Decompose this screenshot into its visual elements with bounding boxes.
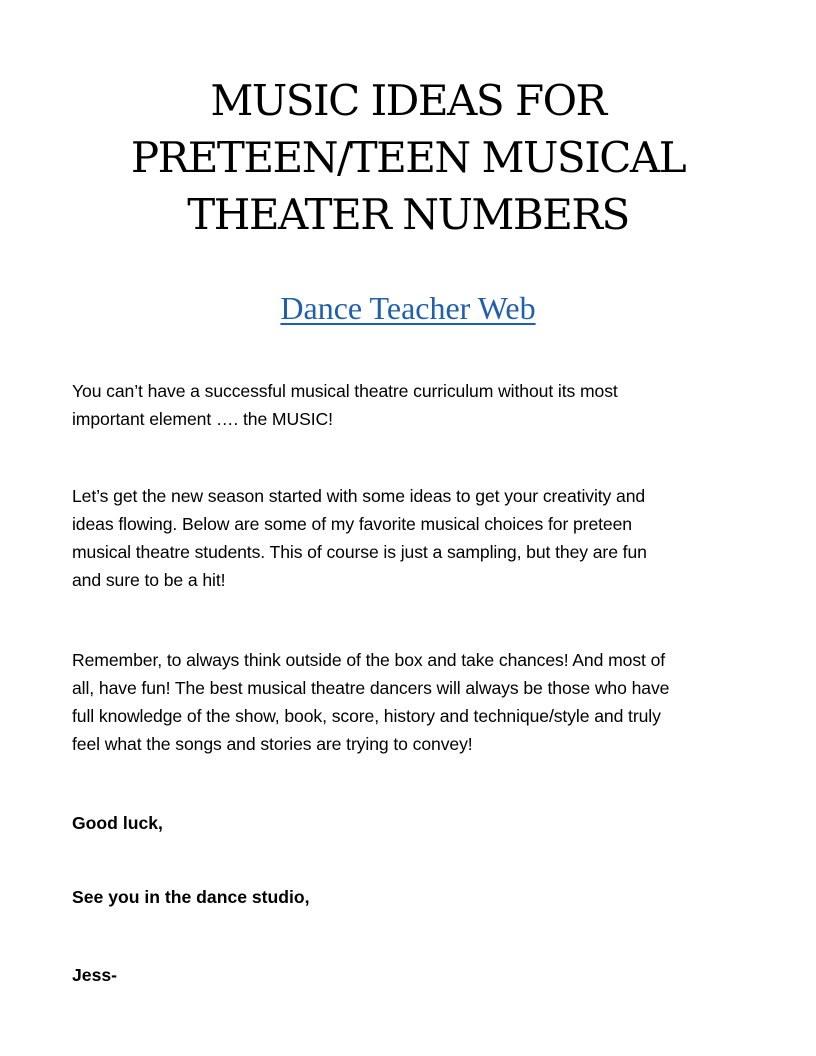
good-luck-text: Good luck, [72,813,163,833]
paragraph-line: musical theatre students. This of course is just a sampling, but they are fun [72,542,647,562]
paragraph-line: Let’s get the new season started with some ideas to get your creativity and [72,486,646,506]
title-line-2: PRETEEN/TEEN MUSICAL [130,133,686,182]
see-you-text: See you in the dance studio, [72,887,310,907]
signature-text: Jess- [72,965,117,985]
paragraph-line: important element …. the MUSIC! [72,409,333,429]
paragraph-line: Remember, to always think outside of the box and take chances! And most of [72,650,666,670]
paragraph-line: ideas flowing. Below are some of my favorite musical choices for preteen [72,514,632,534]
remember-paragraph [72,646,762,758]
paragraph-line: and sure to be a hit! [72,570,226,590]
paragraph-line: feel what the songs and stories are trying to convey! [72,734,473,754]
paragraph-line: You can’t have a successful musical theatre curriculum without its most [72,381,618,401]
paragraph-line: full knowledge of the show, book, score, history and technique/style and truly [72,706,661,726]
paragraph-line: all, have fun! The best musical theatre dancers will always be those who have [72,678,670,698]
season-paragraph [72,482,762,594]
title-line-1: MUSIC IDEAS FOR [210,76,606,125]
title-line-3: THEATER NUMBERS [187,190,629,239]
page-title [40,72,776,243]
intro-paragraph [72,377,762,433]
dance-teacher-web-link[interactable]: Dance Teacher Web [280,290,536,326]
